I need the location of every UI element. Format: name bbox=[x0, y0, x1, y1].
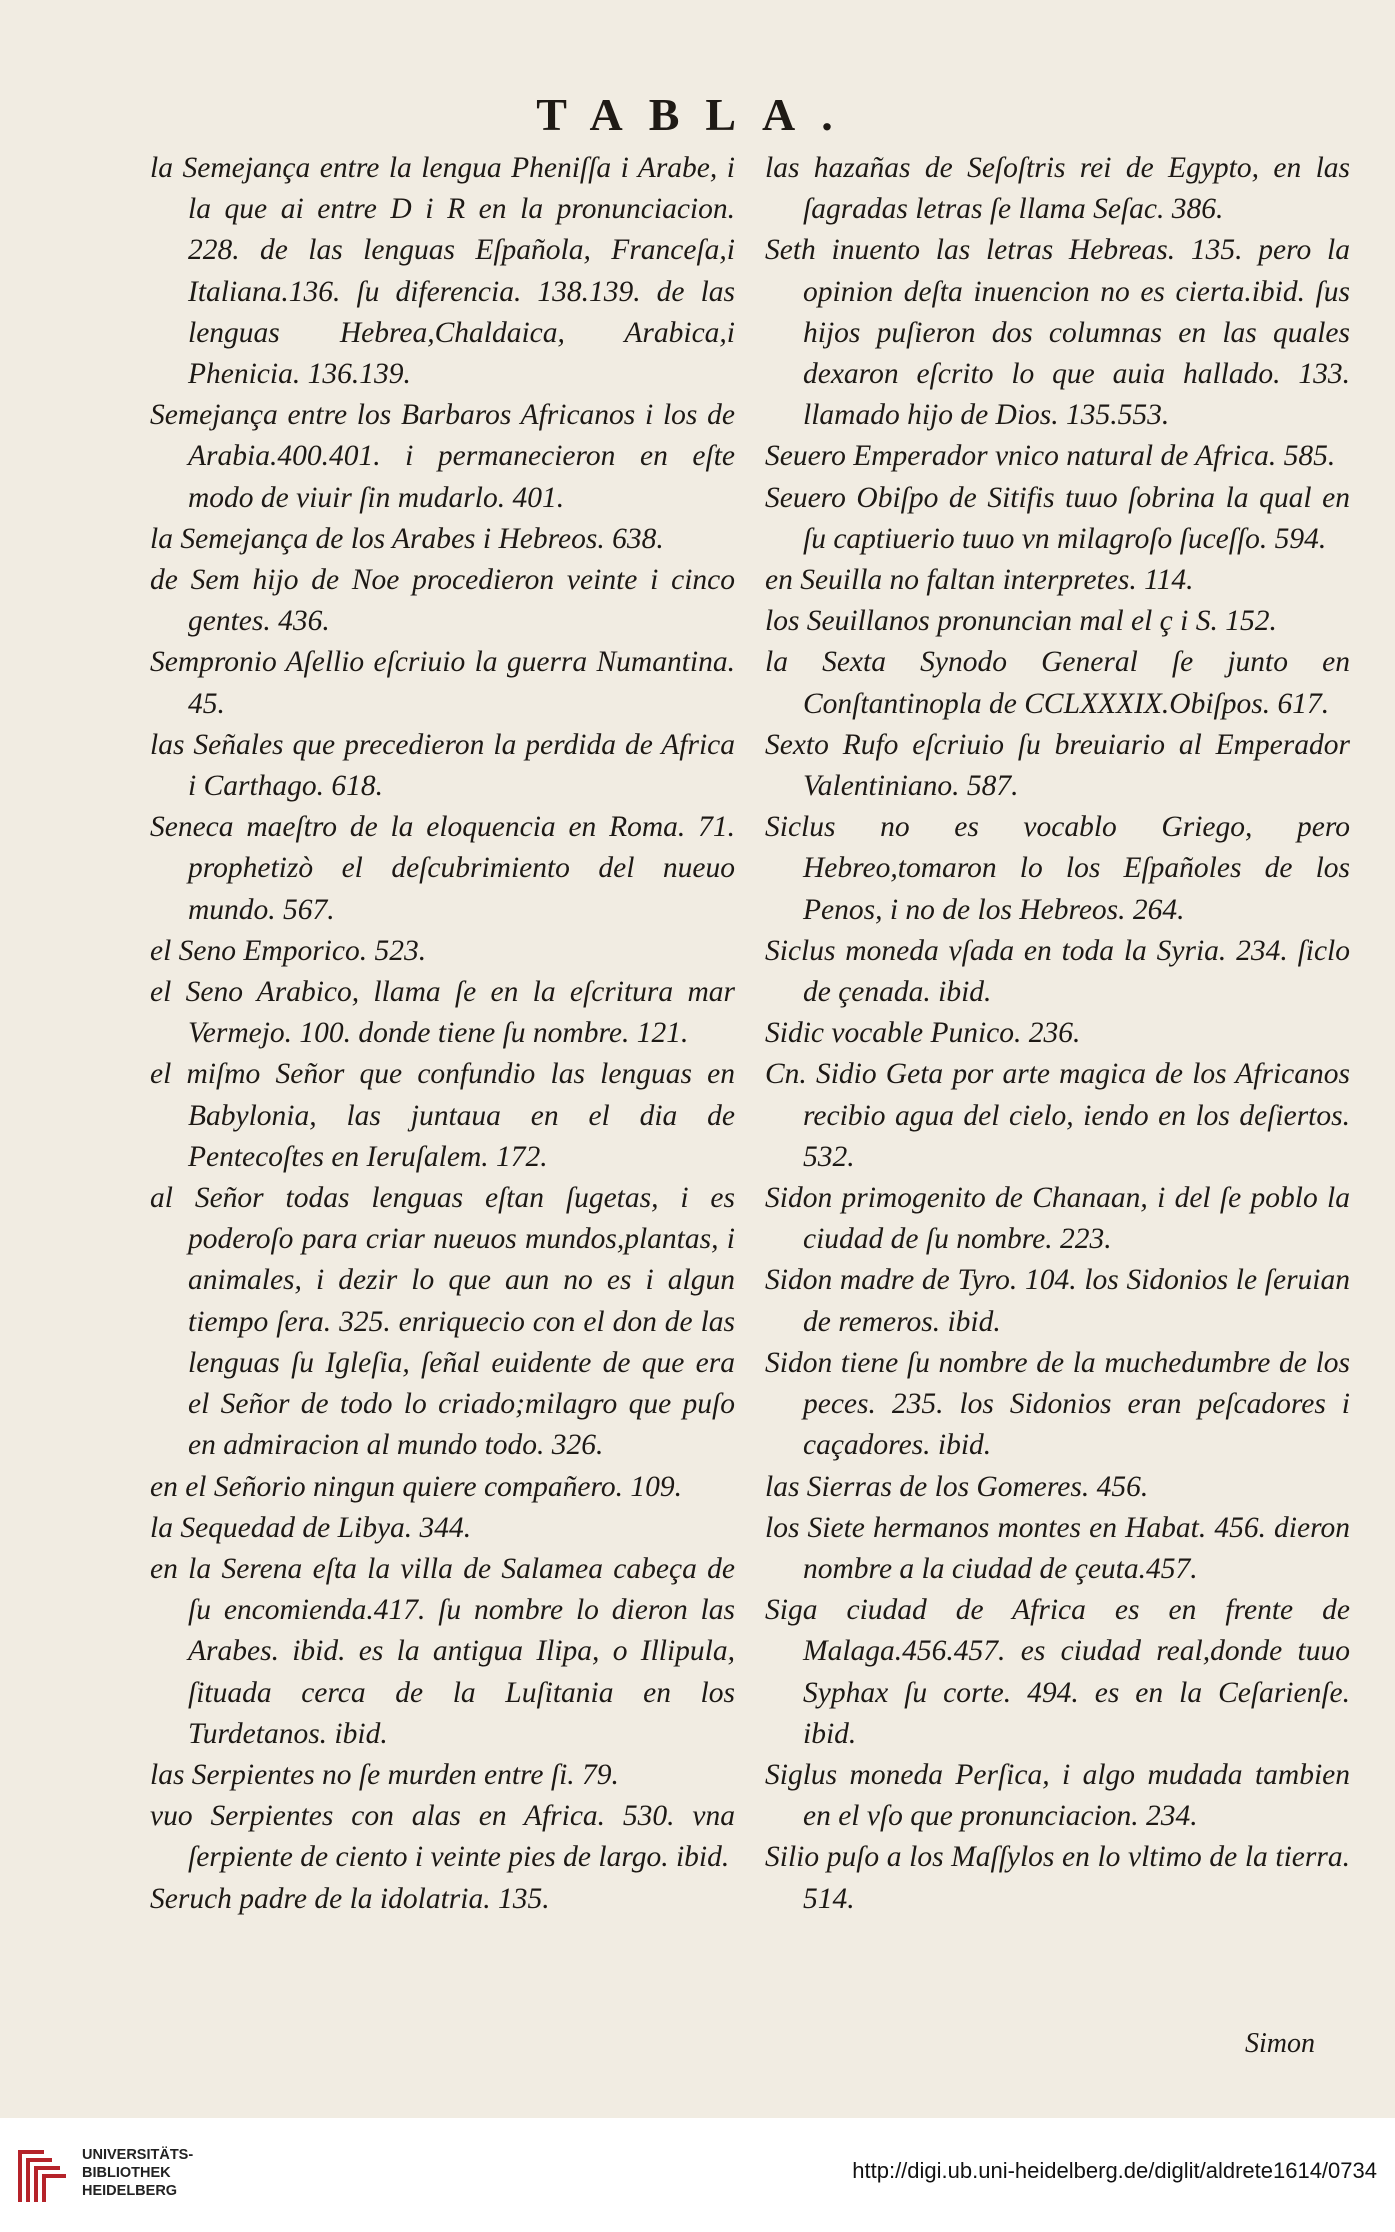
index-entry: los Siete hermanos montes en Habat. 456. dieron nombre a la ciudad de çeuta.457. bbox=[765, 1511, 1350, 1585]
index-entry: Sidon primogenito de Chanaan, i del ſe poblo la ciudad de ſu nombre. 223. bbox=[765, 1182, 1350, 1256]
index-entry: Siga ciudad de Africa es en frente de Malaga.456.457. es ciudad real,donde tuuo Syphax ſu corte. 494. es en la Ceſarienſe. ibid. bbox=[765, 1594, 1350, 1750]
index-entry: Siglus moneda Perſica, i algo mudada tambien en el vſo que pronunciacion. 234. bbox=[765, 1758, 1350, 1833]
index-entry: Silio puſo a los Maſſylos en lo vltimo de la tierra. 514. bbox=[765, 1841, 1350, 1915]
catchword: Simon bbox=[1245, 2028, 1315, 2059]
library-logo-icon bbox=[14, 2144, 72, 2208]
index-entry: en el Señorio ningun quiere compañero. 109. bbox=[150, 1470, 682, 1503]
library-name bbox=[82, 2146, 193, 2200]
index-entry: Seuero Obiſpo de Sitifis tuuo ſobrina la qual en ſu captiuerio tuuo vn milagroſo ſuceſſo. 594. bbox=[765, 481, 1350, 555]
index-entry: Siclus moneda vſada en toda la Syria. 234. ſiclo de çenada. ibid. bbox=[765, 934, 1350, 1009]
index-entry: de Sem hijo de Noe procedieron veinte i cinco gentes. 436. bbox=[150, 564, 735, 638]
index-entry: los Seuillanos pronuncian mal el ç i S. 152. bbox=[765, 605, 1277, 638]
index-entry: Sempronio Aſellio eſcriuio la guerra Numantina. 45. bbox=[150, 646, 735, 720]
page-header: TABLA. bbox=[536, 89, 859, 140]
index-entry: Siclus no es vocablo Griego, pero Hebreo,tomaron lo los Eſpañoles de los Penos, i no de los Hebreos. 264. bbox=[765, 811, 1350, 926]
index-entry: Sidon madre de Tyro. 104. los Sidonios le ſeruian de remeros. ibid. bbox=[765, 1264, 1350, 1338]
library-name-line: HEIDELBERG bbox=[82, 2183, 178, 2199]
index-entry: Seth inuento las letras Hebreas. 135. pero la opinion deſta inuencion no es cierta.ibid. ſus hijos puſieron dos columnas en las quales dexaron eſcrito lo que auia hallado. 133. llamado hijo de Dios. 135.553. bbox=[765, 234, 1350, 432]
index-entry: la Semejança de los Arabes i Hebreos. 638. bbox=[150, 522, 664, 555]
index-entry: la Sexta Synodo General ſe junto en Conſtantinopla de CCLXXXIX.Obiſpos. 617. bbox=[765, 646, 1350, 720]
index-entry: Semejança entre los Barbaros Africanos i los de Arabia.400.401. i permanecieron en eſte modo de viuir ſin mudarlo. 401. bbox=[150, 399, 735, 514]
footer-bar bbox=[0, 2118, 1395, 2232]
index-entry: al Señor todas lenguas eſtan ſugetas, i es poderoſo para criar nueuos mundos,plantas, i animales, i dezir lo que aun no es i algun tiempo ſera. 325. enriquecio con el don de las lenguas ſu Igleſia, ſeñal euidente de que era el Señor de todo lo criado;milagro que puſo en admiracion al mundo todo. 326. bbox=[150, 1182, 735, 1462]
index-entry: la Semejança entre la lengua Pheniſſa i Arabe, i la que ai entre D i R en la pronunciacion. 228. de las lenguas Eſpañola, Franceſa,i Italiana.136. ſu diferencia. 138.139. de las lenguas Hebrea,Chaldaica, Arabica,i Phenicia. 136.139. bbox=[150, 152, 735, 391]
library-name-line: BIBLIOTHEK bbox=[82, 2165, 171, 2181]
index-entry: vuo Serpientes con alas en Africa. 530. vna ſerpiente de ciento i veinte pies de largo. ibid. bbox=[150, 1800, 735, 1874]
index-entry: Sexto Rufo eſcriuio ſu breuiario al Emperador Valentiniano. 587. bbox=[765, 728, 1350, 803]
source-url-link[interactable]: http://digi.ub.uni-heidelberg.de/diglit/aldrete1614/0734 bbox=[852, 2158, 1377, 2183]
index-entry: Sidon tiene ſu nombre de la muchedumbre de los peces. 235. los Sidonios eran peſcadores i caçadores. ibid. bbox=[765, 1346, 1350, 1462]
index-entry: en Seuilla no faltan interpretes. 114. bbox=[765, 564, 1194, 597]
index-entry: Seruch padre de la idolatria. 135. bbox=[150, 1882, 550, 1915]
index-entry: las hazañas de Seſoſtris rei de Egypto, en las ſagradas letras ſe llama Seſac. 386. bbox=[765, 152, 1350, 226]
index-entry: la Sequedad de Libya. 344. bbox=[150, 1511, 472, 1544]
index-column-right bbox=[765, 148, 1350, 1920]
index-entry: las Sierras de los Gomeres. 456. bbox=[765, 1470, 1149, 1503]
index-entry: las Señales que precedieron la perdida de Africa i Carthago. 618. bbox=[150, 728, 735, 803]
index-entry: el miſmo Señor que confundio las lenguas en Babylonia, las juntaua en el dia de Pentecoſtes en Ieruſalem. 172. bbox=[150, 1058, 735, 1173]
index-entry: el Seno Arabico, llama ſe en la eſcritura mar Vermejo. 100. donde tiene ſu nombre. 121. bbox=[150, 976, 735, 1050]
library-name-line: UNIVERSITÄTS- bbox=[82, 2147, 194, 2163]
index-entry: Seneca maeſtro de la eloquencia en Roma. 71. prophetizò el deſcubrimiento del nueuo mundo. 567. bbox=[150, 811, 735, 926]
index-entry: Sidic vocable Punico. 236. bbox=[765, 1017, 1081, 1050]
index-entry: las Serpientes no ſe murden entre ſi. 79. bbox=[150, 1758, 619, 1791]
index-entry: el Seno Emporico. 523. bbox=[150, 934, 427, 967]
index-column-left bbox=[150, 148, 735, 1920]
index-entry: Cn. Sidio Geta por arte magica de los Africanos recibio agua del cielo, iendo en los deſiertos. 532. bbox=[765, 1058, 1350, 1173]
index-entry: Seuero Emperador vnico natural de Africa. 585. bbox=[765, 440, 1336, 473]
index-entry: en la Serena eſta la villa de Salamea cabeça de ſu encomienda.417. ſu nombre lo dieron las Arabes. ibid. es la antigua Ilipa, o Illipula, ſituada cerca de la Luſitania en los Turdetanos. ibid. bbox=[150, 1552, 735, 1750]
